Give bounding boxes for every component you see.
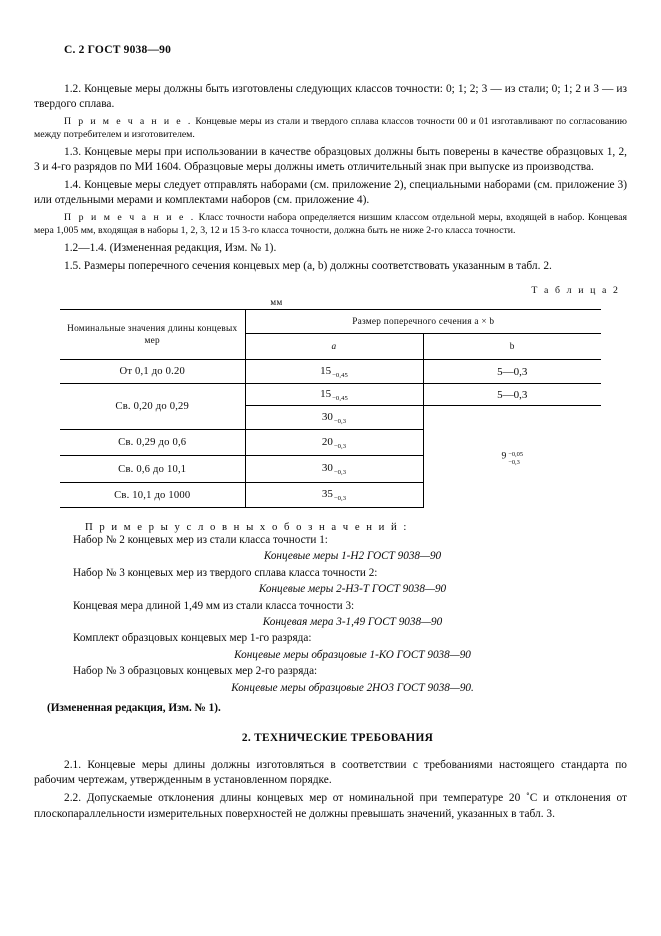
example-code: Концевая мера 3-1,49 ГОСТ 9038—90 [262,616,443,629]
example-code: Концевые меры образцовые 1-КО ГОСТ 9038—90 [234,648,471,661]
row-range: От 0,1 до 0.20 [60,360,245,384]
table-row [60,384,601,406]
row-a-sub: −0,3 [333,495,347,502]
example-code: Концевые меры 2-Н3-Т ГОСТ 9038—90 [258,583,447,596]
row-a-num: 30 [321,410,333,423]
table-2-wrapper [60,309,601,508]
row-range: Св. 0,6 до 10,1 [60,456,245,483]
table-row [60,360,601,384]
table-2 [60,309,601,508]
example-code: Концевые меры 1-Н2 ГОСТ 9038—90 [263,550,442,563]
row-a-num: 35 [321,488,333,500]
row-range: Св. 0,29 до 0,6 [60,430,245,456]
example-desc: Концевая мера длиной 1,49 мм из стали класса точности 3: [73,599,355,612]
row-a-sub: −0,3 [333,442,347,450]
paragraph-1-5: 1.5. Размеры поперечного сечения концевых мер (a, b) должны соответствовать указанным в табл. 2. [64,259,552,272]
row-a-value [245,384,423,406]
table-header-b: b [423,334,601,360]
paragraph-1-4: 1.4. Концевые меры следует отправлять наборами (см. приложение 2), специальными наборами (см. приложение 3) или отдельными мерами и комплектами наборов (см. приложение 4). [34,179,627,207]
note-2 [33,212,628,237]
row-a-sub: −0,45 [332,371,348,379]
table-header-col1: Номинальные значения длины концевых мер [60,310,245,360]
note-1 [33,116,628,141]
example-desc: Набор № 3 концевых мер из твердого сплава класса точности 2: [73,566,378,579]
example-desc: Комплект образцовых концевых мер 1-го разряда: [73,632,312,645]
table-header-row-1 [60,310,601,334]
paragraph-1-2: 1.2. Концевые меры должны быть изготовлены следующих классов точности: 0; 1; 2; 3 — из стали; 0; 1; 2 и 3 — из твердого сплава. [34,83,627,111]
table-header-span: Размер поперечного сечения a × b [245,310,601,334]
page-header: С. 2 ГОСТ 9038—90 [64,44,172,56]
table-header-a: a [245,334,423,360]
row-a-sub: −0,3 [333,469,347,476]
row-range: Св. 0,20 до 0,29 [60,384,245,430]
change-ref: 1.2—1.4. (Измененная редакция, Изм. № 1). [64,241,277,254]
examples-block [33,521,628,714]
row-a-num: 15 [320,364,332,377]
row-a-value [245,483,423,508]
note-1-label: П р и м е ч а н и е . [64,116,193,128]
b-merged-sub-top: −0,05 [508,451,524,459]
paragraph-1-3: 1.3. Концевые меры при использовании в качестве образцовых должны быть поверены в качестве образцовых 1, 2, 3 и 4-го разрядов по МИ 1604. Образцовые меры должны иметь отличительный знак при выпуске из производства. [34,145,627,173]
row-a-num: 30 [321,462,333,474]
examples-change-note: (Измененная редакция, Изм. № 1). [47,702,221,715]
row-range: Св. 10,1 до 1000 [60,483,245,508]
paragraph-2-2: 2.2. Допускаемые отклонения длины концевых мер от номинальной при температуре 20 ˚C и отклонения от плоскопараллельности измерительных поверхностей не должны превышать значений, указанных в табл. 3. [34,792,627,820]
row-a-sub: −0,45 [332,394,348,402]
row-a-sub: −0,3 [333,417,347,425]
examples-title: П р и м е р ы у с л о в н ы х о б о з н а ч е н и й : [85,521,409,533]
row-b-value: 5—0,3 [423,360,601,384]
row-a-value [245,360,423,384]
b-merged-sub-bot: −0,3 [508,458,520,466]
b-merged-subs [508,451,523,466]
table-unit-label: мм [270,297,283,307]
row-a-value [245,406,423,430]
example-code: Концевые меры образцовые 2НО3 ГОСТ 9038—90. [231,681,474,694]
row-b-value: 5—0,3 [423,384,601,406]
row-a-value [245,456,423,483]
row-a-num: 20 [321,435,333,448]
note-2-label: П р и м е ч а н и е . [64,212,196,224]
b-merged-num: 9 [501,450,507,462]
section-2-title: 2. ТЕХНИЧЕСКИЕ ТРЕБОВАНИЯ [241,732,434,745]
row-b-merged-value [423,406,601,508]
row-a-value [245,430,423,456]
example-desc: Набор № 2 концевых мер из стали класса точности 1: [73,534,328,546]
paragraph-2-1: 2.1. Концевые меры длины должны изготовляться в соответствии с требованиями настоящего стандарта по рабочим чертежам, утвержденным в установленном порядке. [34,759,627,787]
paragraph-1-2-1-4-change [33,241,628,256]
note-2-text: Класс точности набора определяется низшим классом отдельной меры, входящей в набор. Концевая мера 1,005 мм, входящая в наборы 1, 2, 3, 12 и 15 3-го класса точности, должна быть не ниже 2-го класса точности. [34,212,627,236]
row-a-num: 15 [320,387,332,400]
note-1-text: Концевые меры из стали и твердого сплава классов точности 00 и 01 изготавливают по согласованию между потребителем и изготовителем. [34,116,627,140]
table-caption: Т а б л и ц а 2 [531,285,620,296]
example-desc: Набор № 3 образцовых концевых мер 2-го разряда: [73,665,318,678]
